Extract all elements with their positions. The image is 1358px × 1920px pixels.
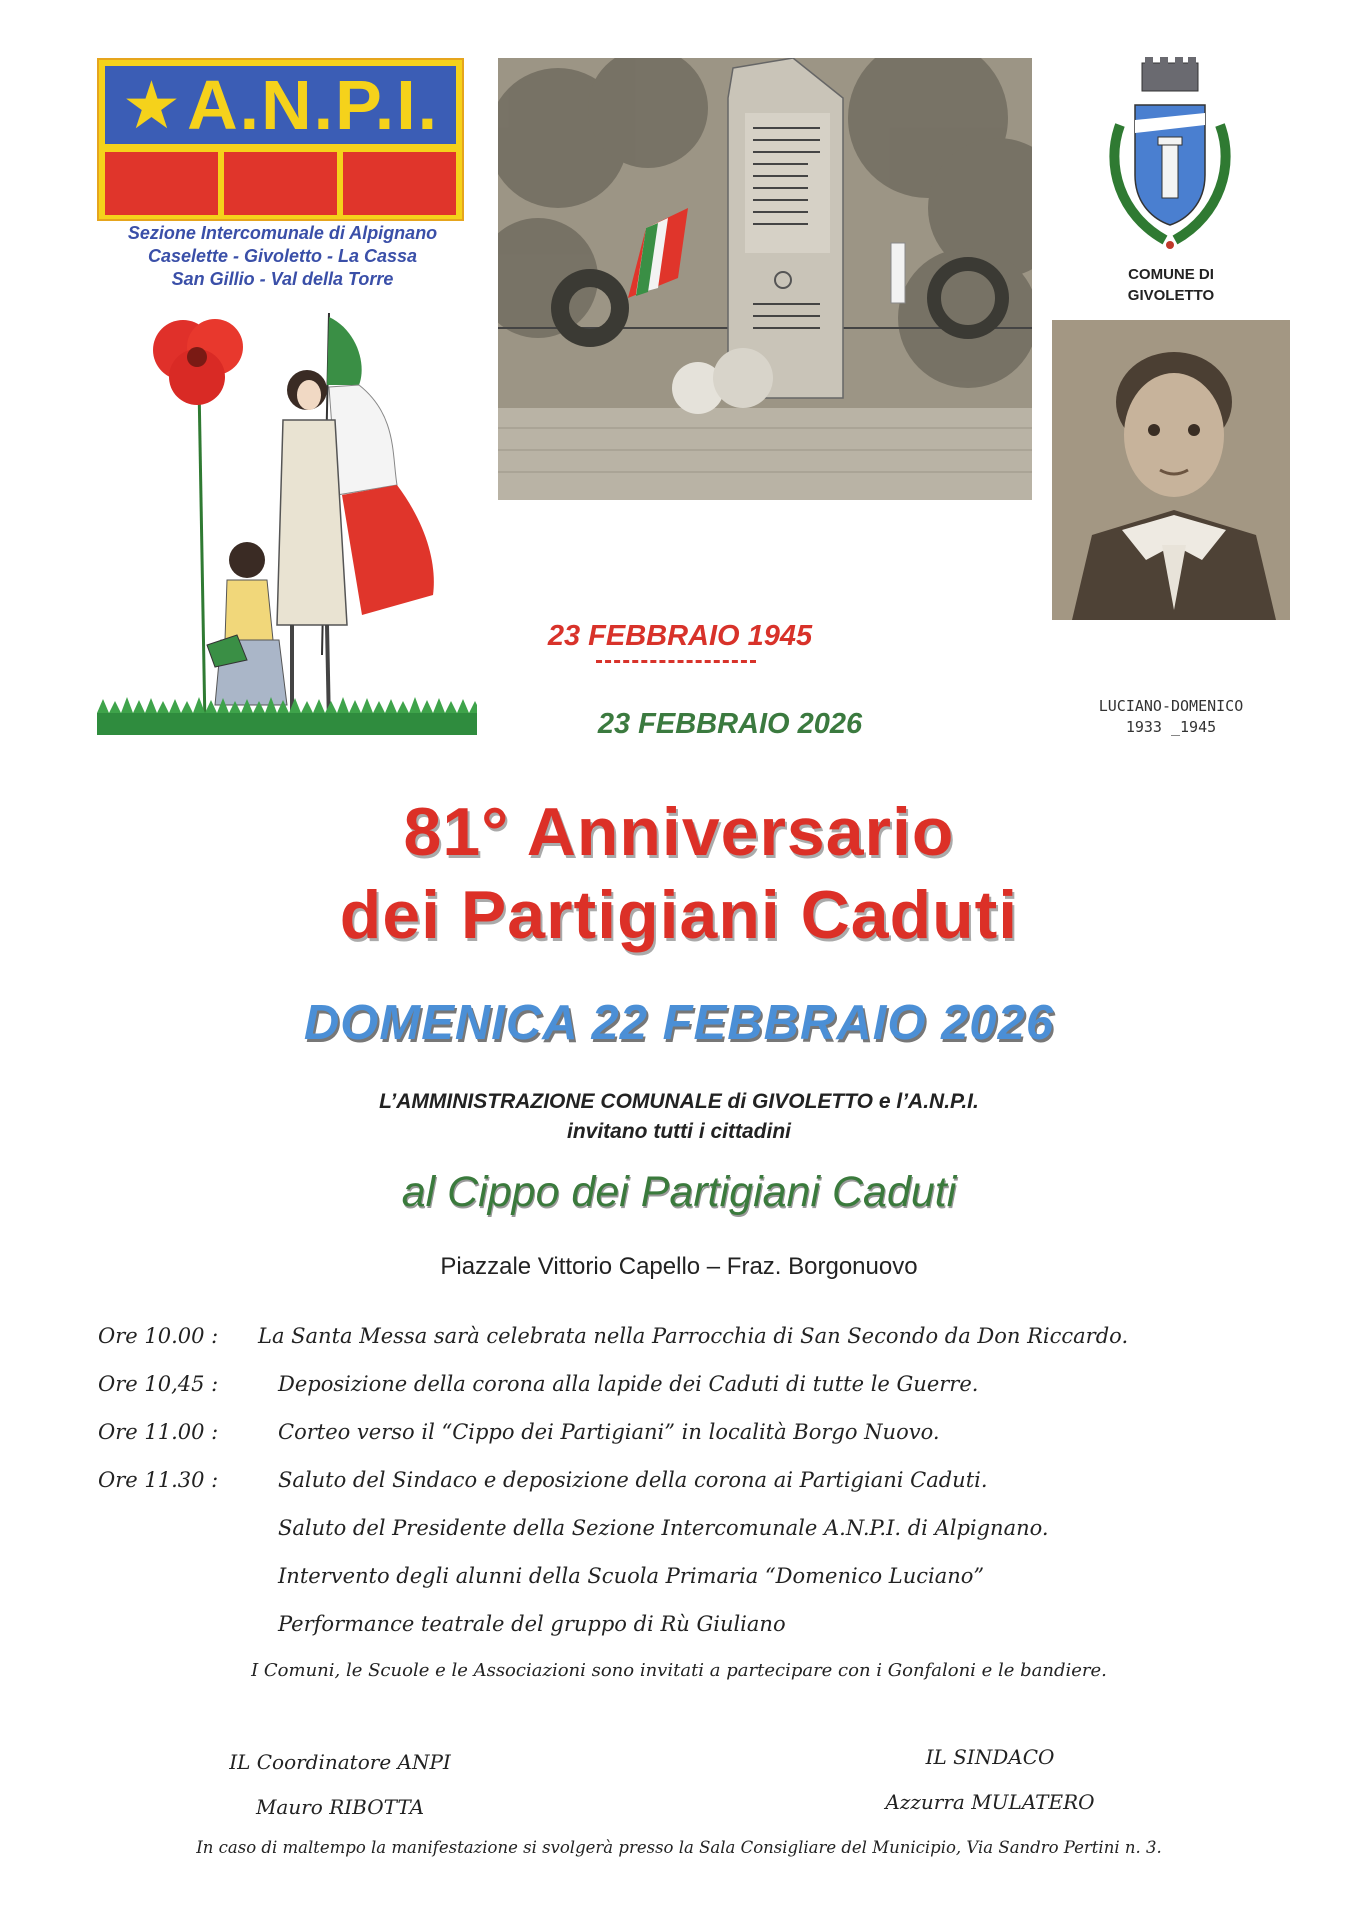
- section-line-2: Caselette - Givoletto - La Cassa: [147, 246, 418, 266]
- mayor-role: IL SINDACO: [925, 1745, 1055, 1769]
- schedule-extra-line: Saluto del Presidente della Sezione Intercomunale A.N.P.I. di Alpignano.: [278, 1516, 1049, 1540]
- child-years: 1933 _1945: [1125, 718, 1217, 736]
- schedule-text: La Santa Messa sarà celebrata nella Parrocchia di San Secondo da Don Riccardo.: [258, 1324, 1129, 1348]
- comune-label-line-1: COMUNE DI: [1128, 266, 1214, 283]
- star-icon: ★: [121, 68, 182, 142]
- schedule-text: Corteo verso il “Cippo dei Partigiani” in località Borgo Nuovo.: [278, 1420, 940, 1444]
- place-address: Piazzale Vittorio Capello – Fraz. Borgonuovo: [440, 1253, 918, 1280]
- schedule-time: Ore 11.00 :: [98, 1420, 219, 1444]
- invitation-note: I Comuni, le Scuole e le Associazioni sono invitati a partecipare con i Gonfaloni e le bandiere.: [251, 1660, 1107, 1681]
- child-portrait-photo: [1052, 320, 1290, 620]
- coordinator-role: IL Coordinatore ANPI: [229, 1750, 451, 1774]
- title-line-1: 81° Anniversario: [403, 794, 955, 870]
- schedule-text: Deposizione della corona alla lapide dei Caduti di tutte le Guerre.: [278, 1372, 979, 1396]
- italian-flags-band: [105, 152, 456, 215]
- schedule-time: Ore 10.00 :: [98, 1324, 219, 1348]
- section-line-3: San Gillio - Val della Torre: [171, 269, 394, 289]
- invite-line-2: invitano tutti i cittadini: [567, 1120, 791, 1143]
- event-date: DOMENICA 22 FEBBRAIO 2026: [303, 996, 1055, 1050]
- section-line-1: Sezione Intercomunale di Alpignano: [127, 223, 438, 243]
- date-1945: 23 FEBBRAIO 1945: [547, 620, 813, 652]
- place-name: al Cippo dei Partigiani Caduti: [401, 1168, 957, 1216]
- schedule-text: Saluto del Sindaco e deposizione della corona ai Partigiani Caduti.: [278, 1468, 988, 1492]
- child-name: LUCIANO-DOMENICO: [1098, 697, 1244, 715]
- comune-label-line-2: GIVOLETTO: [1127, 287, 1215, 304]
- date-2026: 23 FEBBRAIO 2026: [597, 708, 863, 740]
- footer-note: In caso di maltempo la manifestazione si svolgerà presso la Sala Consigliare del Municipio, Via Sandro Pertini n. 3.: [196, 1838, 1162, 1857]
- poppy-flower-icon: [153, 319, 243, 405]
- date-separator: [596, 660, 756, 669]
- schedule-extra-line: Performance teatrale del gruppo di Rù Giuliano: [278, 1612, 786, 1636]
- monument-photo: [498, 58, 1032, 500]
- title-line-2: dei Partigiani Caduti: [339, 877, 1019, 953]
- poppy-and-figures-illustration: [97, 295, 477, 750]
- anpi-logo-text: A.N.P.I.: [187, 66, 440, 144]
- invite-line-1: L’AMMINISTRAZIONE COMUNALE di GIVOLETTO e l’A.N.P.I.: [379, 1090, 979, 1113]
- schedule-time: Ore 11.30 :: [98, 1468, 219, 1492]
- coordinator-name: Mauro RIBOTTA: [255, 1795, 425, 1819]
- schedule-time: Ore 10,45 :: [98, 1372, 219, 1396]
- comune-crest-icon: [1100, 55, 1240, 255]
- schedule-extra-line: Intervento degli alunni della Scuola Primaria “Domenico Luciano”: [278, 1564, 985, 1588]
- anpi-logo: [97, 58, 464, 221]
- mayor-name: Azzurra MULATERO: [885, 1790, 1095, 1814]
